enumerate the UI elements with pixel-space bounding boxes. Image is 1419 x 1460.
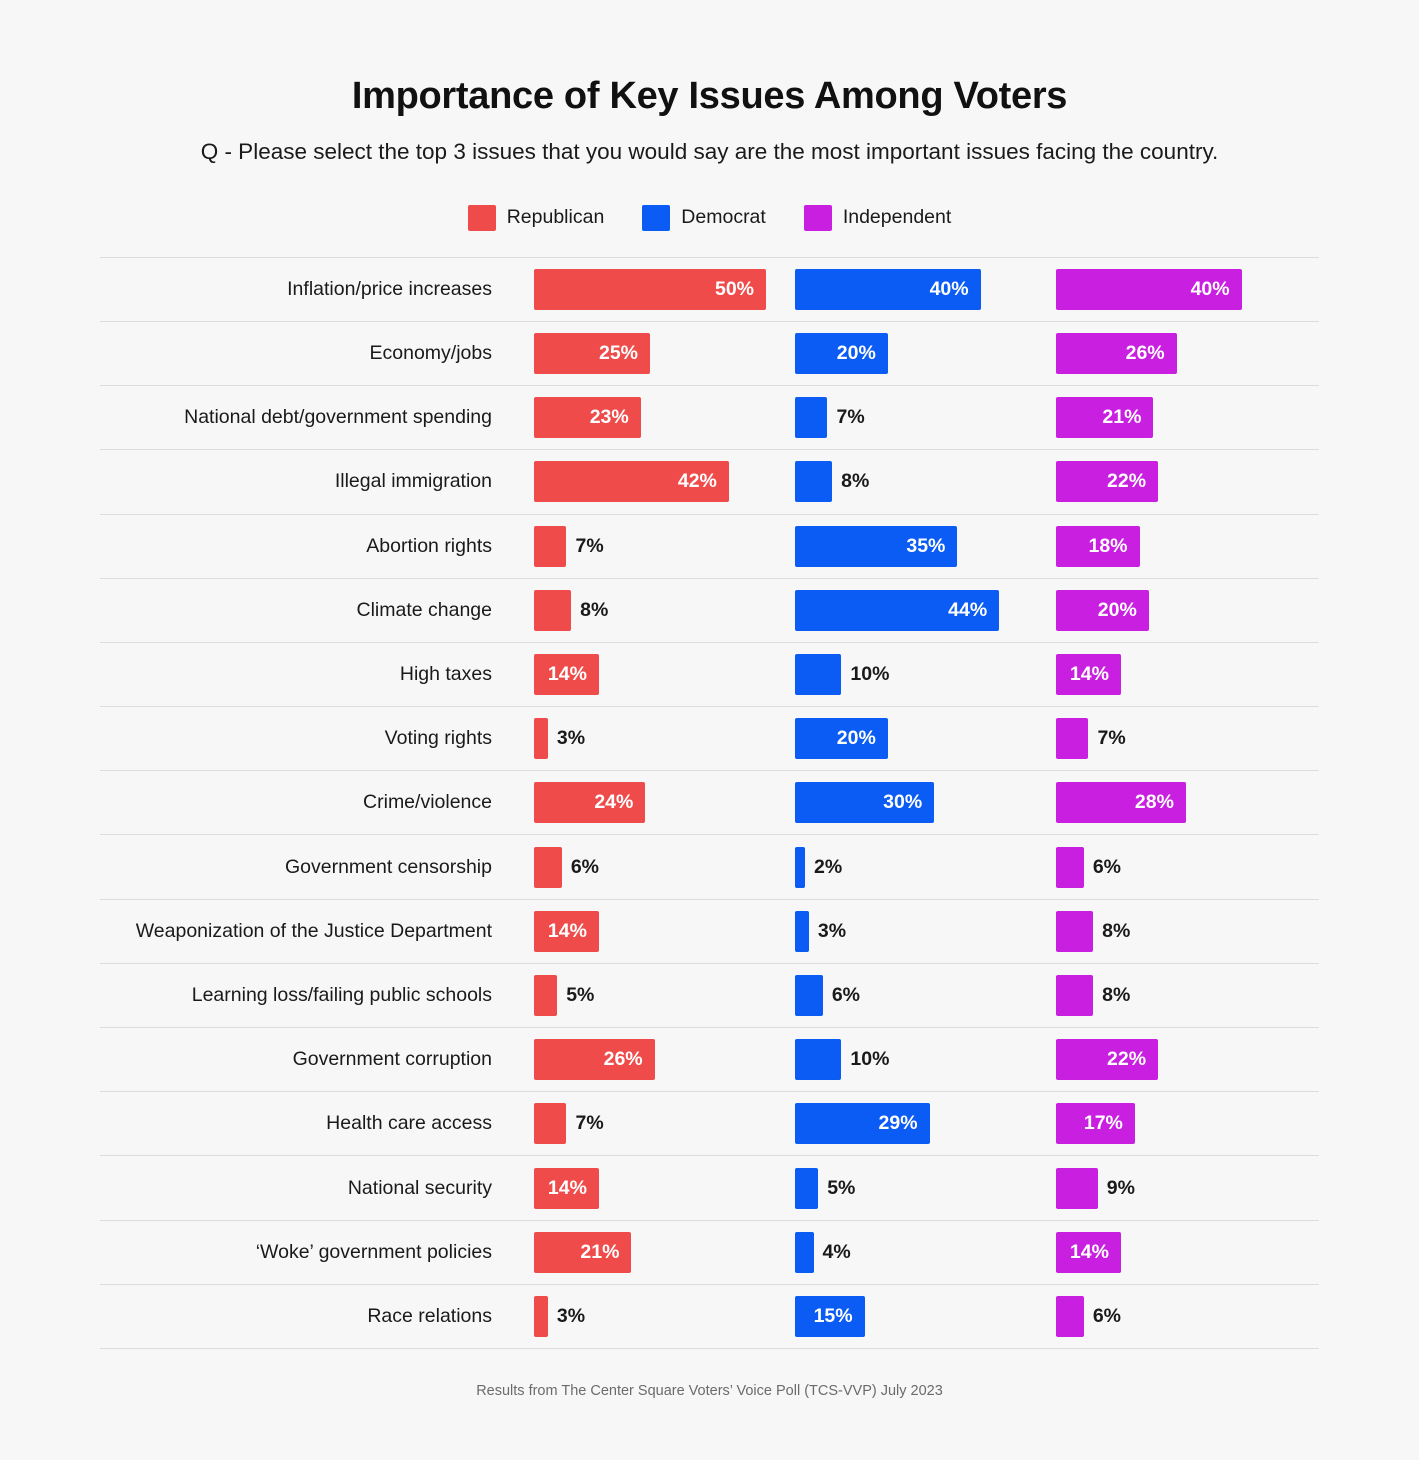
category-label: ‘Woke’ government policies [255,1240,492,1263]
bar[interactable] [1056,718,1088,759]
bar-groups [534,782,1319,823]
bar-value-label: 6% [1092,855,1122,878]
bar[interactable] [795,654,841,695]
category-label: National security [347,1176,492,1199]
bar[interactable] [795,718,888,759]
chart-row [100,771,1319,835]
chart-row [100,386,1319,450]
bar-value-label: 25% [598,342,638,365]
bar[interactable] [1056,782,1186,823]
bar[interactable] [534,397,641,438]
bar-group-democrat [795,1168,1056,1209]
bar[interactable] [1056,1232,1121,1273]
bar[interactable] [1056,1103,1135,1144]
chart-row [100,900,1319,964]
bar-group-republican [534,975,795,1016]
category-label: Inflation/price increases [287,277,492,300]
bar[interactable] [795,1103,930,1144]
bar-value-label: 2% [814,855,843,878]
bar-value-label: 8% [1102,919,1131,942]
bar[interactable] [534,1168,599,1209]
bar[interactable] [795,269,981,310]
bar-group-independent [1056,333,1317,374]
bar-group-republican [534,526,795,567]
bar[interactable] [795,526,957,567]
bar-group-republican [534,1039,795,1080]
bar[interactable] [1056,1039,1158,1080]
bar-group-republican [534,847,795,888]
bar-value-label: 40% [1190,277,1230,300]
bar[interactable] [534,269,766,310]
bar-group-independent [1056,526,1317,567]
chart-row [100,1221,1319,1285]
bar[interactable] [1056,911,1093,952]
bar-chart [100,257,1319,1349]
bar-value-label: 8% [1102,983,1131,1006]
legend-swatch-independent [804,205,832,231]
category-label: Economy/jobs [369,342,492,365]
bar-value-label: 24% [594,791,634,814]
bar-value-label: 28% [1134,791,1174,814]
bar-value-label: 3% [556,727,586,750]
bar-group-democrat [795,461,1056,502]
bar-value-label: 14% [547,1176,587,1199]
bar[interactable] [795,1296,865,1337]
bar[interactable] [795,1168,818,1209]
bar-group-republican [534,718,795,759]
chart-row [100,643,1319,707]
bar-groups [534,1232,1319,1273]
legend-item-democrat[interactable] [642,205,766,231]
bar-value-label: 6% [1092,1304,1122,1327]
category-label: Health care access [326,1112,492,1135]
chart-row [100,515,1319,579]
bar-groups [534,461,1319,502]
bar-group-republican [534,782,795,823]
chart-row [100,1028,1319,1092]
bar[interactable] [534,590,571,631]
bar-group-independent [1056,269,1317,310]
bar-value-label: 14% [547,919,587,942]
legend-swatch-democrat [642,205,670,231]
bar-value-label: 23% [589,406,629,429]
bar-group-republican [534,1103,795,1144]
bar[interactable] [534,654,599,695]
category-label: Illegal immigration [334,470,492,493]
bar-value-label: 7% [836,406,865,429]
bar-group-independent [1056,397,1317,438]
bar[interactable] [795,911,809,952]
chart-legend [100,205,1319,231]
bar-group-democrat [795,1039,1056,1080]
chart-row [100,707,1319,771]
chart-row [100,835,1319,899]
bar[interactable] [795,847,805,888]
bar-groups [534,718,1319,759]
bar[interactable] [1056,654,1121,695]
bar-value-label: 35% [906,534,946,557]
bar[interactable] [795,1232,814,1273]
bar[interactable] [534,333,650,374]
bar-group-democrat [795,718,1056,759]
bar[interactable] [534,1039,655,1080]
bar-value-label: 3% [817,919,847,942]
bar-group-republican [534,911,795,952]
category-label: High taxes [399,663,492,686]
bar-group-republican [534,1296,795,1337]
bar[interactable] [1056,1296,1084,1337]
category-label: Weaponization of the Justice Department [135,919,492,942]
bar-group-republican [534,1168,795,1209]
chart-row [100,322,1319,386]
bar-group-independent [1056,654,1317,695]
bar-value-label: 10% [850,663,890,686]
bar-value-label: 18% [1088,534,1128,557]
legend-label: Democrat [681,206,766,229]
bar-value-label: 9% [1106,1176,1135,1199]
bar-value-label: 20% [836,727,876,750]
bar[interactable] [1056,269,1242,310]
category-label: Voting rights [384,727,492,750]
bar-group-independent [1056,847,1317,888]
bar-value-label: 10% [850,1048,890,1071]
bar-group-republican [534,1232,795,1273]
bar[interactable] [795,461,832,502]
bar[interactable] [534,718,548,759]
category-label: Race relations [367,1304,492,1327]
bar-group-democrat [795,269,1056,310]
bar-group-independent [1056,590,1317,631]
bar[interactable] [1056,847,1084,888]
category-label: Crime/violence [363,791,492,814]
page-subtitle: Q - Please select the top 3 issues that you would say are the most important issues facing the country. [200,138,1219,164]
legend-item-republican[interactable] [468,205,605,231]
bar[interactable] [1056,333,1177,374]
legend-label: Republican [506,206,605,229]
bar-value-label: 7% [575,534,604,557]
bar-value-label: 30% [883,791,923,814]
bar[interactable] [534,847,562,888]
bar-value-label: 14% [547,663,587,686]
category-label: Government censorship [284,855,492,878]
chart-row [100,1285,1319,1349]
bar-groups [534,1296,1319,1337]
bar-value-label: 8% [841,470,870,493]
bar-group-democrat [795,333,1056,374]
bar[interactable] [534,526,566,567]
bar-group-republican [534,590,795,631]
bar-value-label: 5% [827,1176,856,1199]
bar-value-label: 14% [1069,663,1109,686]
bar-value-label: 42% [677,470,717,493]
legend-swatch-republican [468,205,496,231]
bar-groups [534,847,1319,888]
bar-groups [534,1039,1319,1080]
page-title: Importance of Key Issues Among Voters [351,75,1068,117]
bar-group-independent [1056,911,1317,952]
bar-group-republican [534,333,795,374]
bar[interactable] [534,1103,566,1144]
bar-group-republican [534,397,795,438]
bar-value-label: 14% [1069,1240,1109,1263]
bar-groups [534,1168,1319,1209]
bar-value-label: 6% [570,855,600,878]
bar-groups [534,333,1319,374]
bar-group-democrat [795,911,1056,952]
bar-group-democrat [795,526,1056,567]
bar[interactable] [1056,590,1149,631]
chart-row [100,258,1319,322]
bar-value-label: 40% [929,277,969,300]
bar-groups [534,590,1319,631]
bar-group-democrat [795,590,1056,631]
bar[interactable] [534,1296,548,1337]
bar-value-label: 21% [1102,406,1142,429]
bar-groups [534,269,1319,310]
bar-value-label: 29% [878,1112,918,1135]
bar-value-label: 26% [1125,342,1165,365]
bar[interactable] [1056,397,1153,438]
bar[interactable] [795,1039,841,1080]
category-label: Government corruption [292,1048,492,1071]
bar-group-democrat [795,1232,1056,1273]
bar-value-label: 5% [566,983,595,1006]
bar-value-label: 44% [948,598,988,621]
bar-value-label: 6% [831,983,861,1006]
bar[interactable] [795,975,823,1016]
bar[interactable] [534,461,729,502]
bar-value-label: 20% [1097,598,1137,621]
bar-group-democrat [795,1103,1056,1144]
bar[interactable] [795,590,999,631]
bar-group-democrat [795,397,1056,438]
bar-value-label: 15% [813,1304,853,1327]
bar-groups [534,654,1319,695]
bar-group-independent [1056,1168,1317,1209]
chart-row [100,579,1319,643]
bar-group-democrat [795,975,1056,1016]
bar-value-label: 22% [1107,1048,1147,1071]
bar[interactable] [795,397,827,438]
bar-group-independent [1056,975,1317,1016]
bar-group-independent [1056,1103,1317,1144]
bar-value-label: 17% [1083,1112,1123,1135]
category-label: Climate change [356,598,492,621]
bar[interactable] [534,782,645,823]
bar[interactable] [534,1232,631,1273]
category-label: Abortion rights [366,534,492,557]
bar[interactable] [1056,975,1093,1016]
bar-groups [534,911,1319,952]
bar-group-republican [534,654,795,695]
bar-value-label: 20% [836,342,876,365]
bar-value-label: 7% [1097,727,1126,750]
bar-groups [534,1103,1319,1144]
chart-row [100,1092,1319,1156]
bar-group-democrat [795,782,1056,823]
bar[interactable] [795,333,888,374]
bar-groups [534,526,1319,567]
bar-value-label: 3% [556,1304,586,1327]
bar-group-independent [1056,461,1317,502]
bar-group-republican [534,461,795,502]
bar-group-independent [1056,782,1317,823]
bar[interactable] [795,782,934,823]
bar-groups [534,975,1319,1016]
bar[interactable] [1056,1168,1098,1209]
chart-row [100,1156,1319,1220]
bar-value-label: 22% [1107,470,1147,493]
bar-value-label: 7% [575,1112,604,1135]
bar-value-label: 50% [714,277,754,300]
bar[interactable] [1056,461,1158,502]
bar-group-independent [1056,1039,1317,1080]
bar-group-independent [1056,1232,1317,1273]
bar-group-independent [1056,718,1317,759]
bar[interactable] [1056,526,1140,567]
chart-row [100,964,1319,1028]
bar-group-democrat [795,847,1056,888]
bar[interactable] [534,911,599,952]
bar-group-democrat [795,1296,1056,1337]
bar-group-democrat [795,654,1056,695]
bar-value-label: 4% [822,1240,851,1263]
legend-item-independent[interactable] [804,205,951,231]
bar[interactable] [534,975,557,1016]
bar-value-label: 21% [580,1240,620,1263]
bar-groups [534,397,1319,438]
chart-row [100,450,1319,514]
category-label: National debt/government spending [184,406,492,429]
legend-label: Independent [842,206,952,229]
bar-value-label: 26% [603,1048,643,1071]
chart-footnote: Results from The Center Square Voters’ Voice Poll (TCS-VVP) July 2023 [476,1382,943,1399]
category-label: Learning loss/failing public schools [191,983,492,1006]
bar-group-republican [534,269,795,310]
bar-group-independent [1056,1296,1317,1337]
bar-value-label: 8% [580,598,609,621]
